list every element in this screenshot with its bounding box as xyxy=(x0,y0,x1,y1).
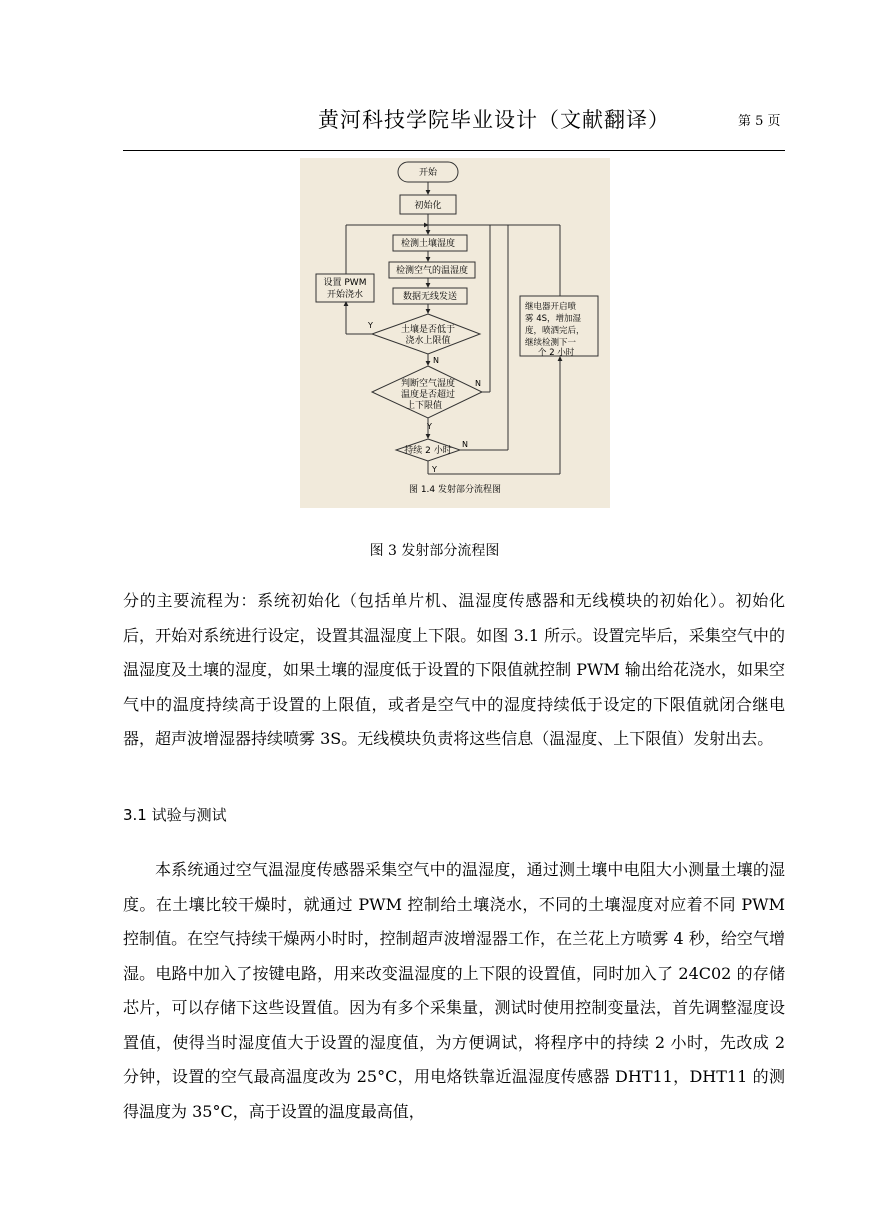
relay-label-4: 继续检测下一 xyxy=(525,338,577,348)
document-header-title: 黄河科技学院毕业设计（文献翻译） xyxy=(318,108,670,132)
relay-label-1: 继电器开启喷 xyxy=(525,302,577,312)
relay-label-5: 个 2 小时 xyxy=(538,348,575,358)
branch-label-n1: N xyxy=(433,356,439,365)
figure-inner-caption: 图 1.4 发射部分流程图 xyxy=(408,485,502,495)
flowchart-figure xyxy=(300,158,610,508)
figure-caption: 图 3 发射部分流程图 xyxy=(369,543,500,559)
soil-check-label-1: 土壤是否低于 xyxy=(400,325,456,335)
send-label: 数据无线发送 xyxy=(402,292,458,302)
section-heading: 3.1 试验与测试 xyxy=(123,806,227,824)
relay-label-2: 雾 4S，增加湿 xyxy=(525,314,582,324)
branch-label-y2: Y xyxy=(427,422,432,431)
init-label: 初始化 xyxy=(414,201,442,211)
relay-label-3: 度，喷洒完后， xyxy=(525,326,585,336)
page-number: 第 5 页 xyxy=(738,114,781,129)
air-check-label-2: 温度是否超过 xyxy=(400,390,456,400)
body-paragraph-2: 本系统通过空气温湿度传感器采集空气中的温湿度，通过测土壤中电阻大小测量土壤的湿度。在土壤比较干燥时，就通过 PWM 控制给土壤浇水，不同的土壤湿度对应着不同 PWM 控制值。在空气持续干燥两小时时，控制超声波增湿器工作，在兰花上方喷雾 4 秒，给空气增湿。电路中加入了按键电路，用来改变温湿度的上下限的设置值，同时加入了 24C02 的存储芯片，可以存储下这些设置值。因为有多个采集量，测试时使用控制变量法，首先调整湿度设置值，使得当时湿度值大于设置的湿度值，为方便调试，将程序中的持续 2 小时，先改成 2 分钟，设置的空气最高温度改为 25°C，用电烙铁靠近温湿度传感器 DHT11，DHT11 的测得温度为 35°C，高于设置的温度最高值， xyxy=(123,860,785,1121)
body-paragraph-1: 分的主要流程为：系统初始化（包括单片机、温湿度传感器和无线模块的初始化）。初始化后，开始对系统进行设定，设置其温湿度上下限。如图 3.1 所示。设置完毕后，采集空气中的温湿度及土壤的湿度，如果土壤的湿度低于设置的下限值就控制 PWM 输出给花浇水，如果空气中的温度持续高于设置的上限值，或者是空气中的湿度持续低于设定的下限值就闭合继电器，超声波增湿器持续喷雾 3S。无线模块负责将这些信息（温湿度、上下限值）发射出去。 xyxy=(123,591,785,748)
branch-label-y1: Y xyxy=(368,321,373,330)
set-pwm-label-2: 开始浇水 xyxy=(326,290,364,300)
duration-label: 持续 2 小时 xyxy=(404,446,452,456)
branch-label-y3: Y xyxy=(432,465,437,474)
detect-soil-label: 检测土壤湿度 xyxy=(400,239,456,249)
header-divider xyxy=(123,150,785,151)
branch-label-n3: N xyxy=(462,440,468,449)
detect-air-label: 检测空气的温湿度 xyxy=(395,266,469,276)
start-label: 开始 xyxy=(418,168,438,178)
soil-check-label-2: 浇水上限值 xyxy=(405,336,451,346)
air-check-label-1: 判断空气湿度 xyxy=(400,379,456,389)
set-pwm-label-1: 设置 PWM xyxy=(323,278,367,288)
branch-label-n2: N xyxy=(475,379,481,388)
air-check-label-3: 上下限值 xyxy=(405,401,443,411)
